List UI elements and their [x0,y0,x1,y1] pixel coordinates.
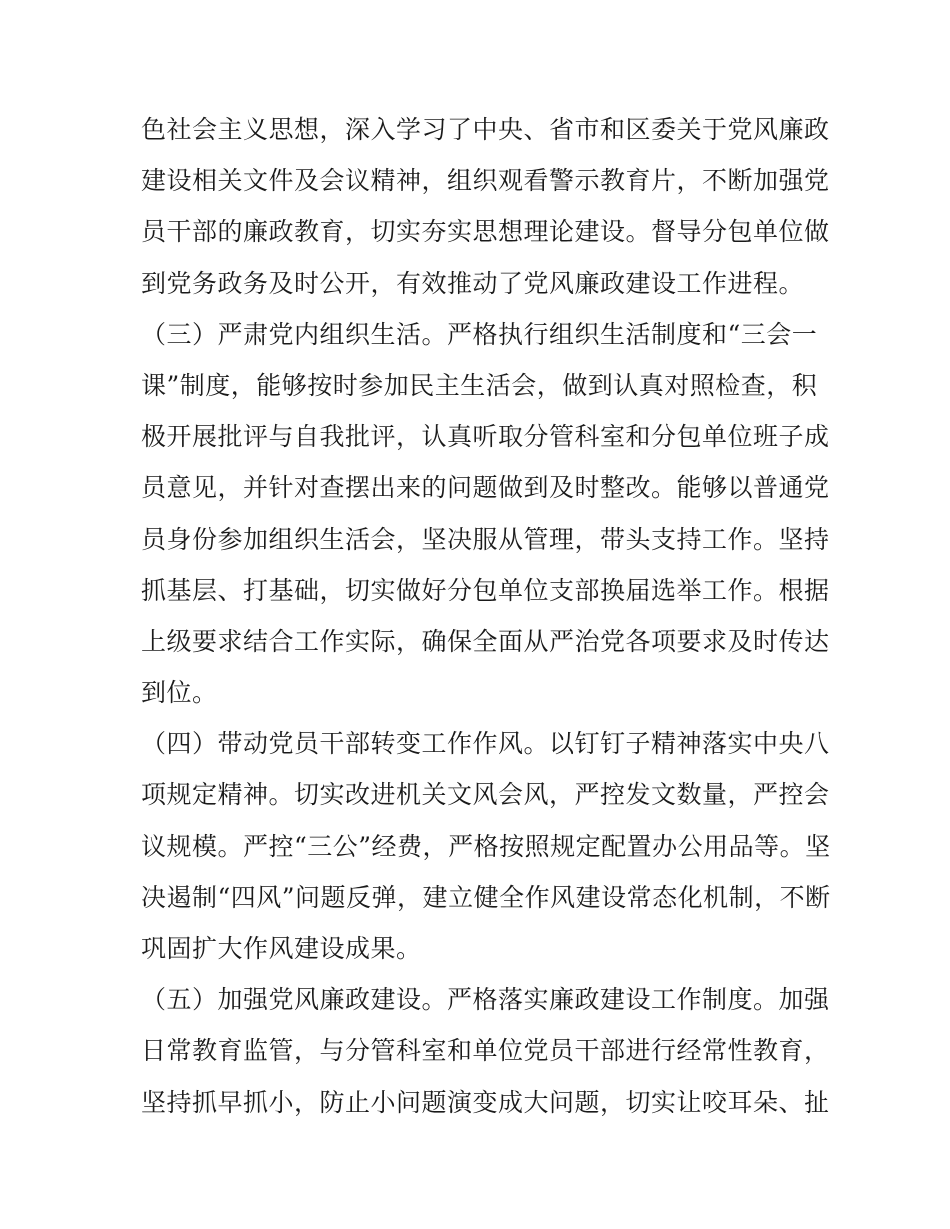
text-line: 员意见，并针对查摆出来的问题做到及时整改。能够以普通党 [141,473,830,503]
text-line: 抓基层、打基础，切实做好分包单位支部换届选举工作。根据 [141,575,830,605]
text-line: 色社会主义思想，深入学习了中央、省市和区委关于党风廉政 [141,115,830,144]
text-line: 议规模。严控“三公”经费，严格按照规定配置办公用品等。坚 [141,831,831,861]
text-line: 上级要求结合工作实际，确保全面从严治党各项要求及时传达 [141,626,830,656]
text-line: 建设相关文件及会议精神，组织观看警示教育片，不断加强党 [141,166,830,196]
section-heading-line: （四）带动党员干部转变工作作风。以钉钉子精神落实中央八 [141,729,830,759]
section-heading-line: （五）加强党风廉政建设。严格落实廉政建设工作制度。加强 [141,985,830,1015]
text-line: 决遏制“四风”问题反弹，建立健全作风建设常态化机制，不断 [141,882,831,912]
body-text [141,104,831,1128]
section-heading-line: （三）严肃党内组织生活。严格执行组织生活制度和“三会一 [141,319,818,349]
text-line: 极开展批评与自我批评，认真听取分管科室和分包单位班子成 [141,422,830,452]
text-line: 到党务政务及时公开，有效推动了党风廉政建设工作进程。 [141,268,805,298]
text-line: 日常教育监管，与分管科室和单位党员干部进行经常性教育， [141,1036,830,1066]
text-line: 坚持抓早抓小，防止小问题演变成大问题，切实让咬耳朵、扯 [141,1087,830,1117]
text-line: 巩固扩大作风建设成果。 [141,934,422,963]
text-line: 员干部的廉政教育，切实夯实思想理论建设。督导分包单位做 [141,217,830,247]
text-line: 课”制度，能够按时参加民主生活会，做到认真对照检查，积 [141,370,818,400]
text-line: 项规定精神。切实改进机关文风会风，严控发文数量，严控会 [141,780,830,810]
text-line: 员身份参加组织生活会，坚决服从管理，带头支持工作。坚持 [141,524,830,554]
text-line: 到位。 [141,678,218,708]
